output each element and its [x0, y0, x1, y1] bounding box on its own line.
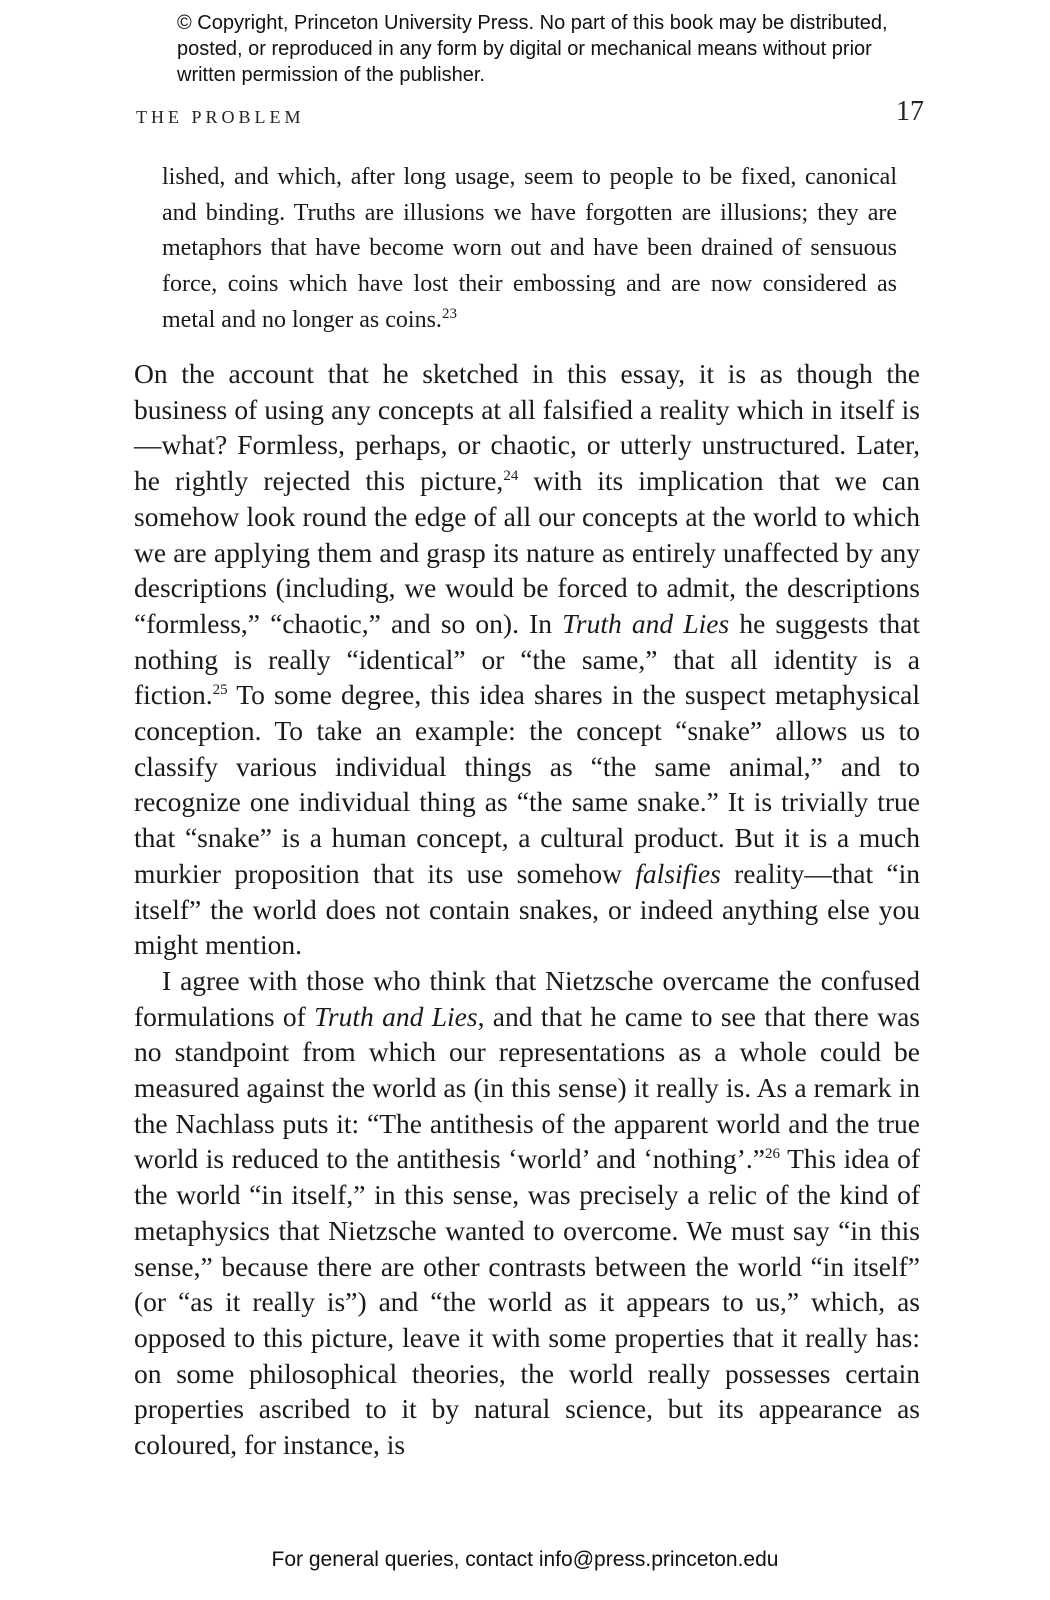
- paragraph-1-text: with its implication that we can somehow look round the edge of all our concepts at the world to which we are applying them and grasp its nature as entirely unaffected by any descriptions (including, we would be forced to admit, the descriptions “formless,” “chaotic,” and so on). In: [134, 465, 920, 639]
- block-quote: [162, 160, 897, 339]
- paragraph-1-text: reality—that “in itself” the world does not contain snakes, or indeed anything else you might mention.: [134, 857, 920, 961]
- footnote-ref-23[interactable]: 23: [441, 305, 457, 322]
- paragraph-2: [134, 963, 920, 1463]
- book-title-truth-and-lies: Truth and Lies: [314, 1000, 478, 1032]
- page-number: 17: [896, 96, 924, 127]
- paragraph-1-text: On the account that he sketched in this essay, it is as though the business of using any concepts at all falsified a reality which in itself is—what? Formless, perhaps, or chaotic, or utterly unstructured. Later, he rightly rejected this picture,: [134, 358, 920, 497]
- block-quote-text: lished, and which, after long usage, seem to people to be fixed, canonical and binding. Truths are illusions we have forgotten are illusions; they are metaphors that have become worn out and have been drained of sensuous force, coins which have lost their embossing and are now considered as metal and no longer as coins.: [162, 164, 897, 333]
- paragraph-1: [134, 356, 920, 963]
- paragraph-2-text: I agree with those who think that Nietzsche overcame the confused formulations of: [134, 964, 920, 1032]
- running-head: THE PROBLEM: [136, 107, 305, 127]
- body-text: [134, 356, 920, 1463]
- footer-contact: For general queries, contact info@press.princeton.edu: [271, 1548, 779, 1571]
- footnote-ref-25[interactable]: 25: [212, 682, 228, 699]
- footnote-ref-24[interactable]: 24: [503, 467, 519, 484]
- emphasis-falsifies: falsifies: [635, 857, 721, 889]
- paragraph-1-text: he suggests that nothing is really “identical” or “the same,” that all identity is a fiction.: [134, 607, 921, 711]
- book-title-truth-and-lies: Truth and Lies: [562, 607, 730, 639]
- paragraph-2-text: This idea of the world “in itself,” in this sense, was precisely a relic of the kind of metaphysics that Nietzsche wanted to overcome. We must say “in this sense,” because there are other contrasts between the world “in itself” (or “as it really is”) and “the world as it appears to us,” which, as opposed to this picture, leave it with some properties that it really has: on some philosophical theories, the world really possesses certain properties ascribed to it by natural science, but its appearance as coloured, for instance, is: [134, 1143, 920, 1461]
- paragraph-2-text: , and that he came to see that there was no standpoint from which our representations as a whole could be measured against the world as (in this sense) it really is. As a remark in the Nachlass puts it: “The antithesis of the apparent world and the true world is reduced to the antithesis ‘world’ and ‘nothing’.”: [134, 1000, 920, 1175]
- footnote-ref-26[interactable]: 26: [765, 1146, 780, 1163]
- paragraph-1-text: To some degree, this idea shares in the suspect metaphysical conception. To take an example: the concept “snake” allows us to classify various individual things as “the same animal,” and to recognize one individual thing as “the same snake.” It is trivially true that “snake” is a human concept, a cultural product. But it is a much murkier proposition that its use somehow: [134, 679, 920, 889]
- copyright-notice: © Copyright, Princeton University Press. No part of this book may be distributed, posted, or reproduced in any form by digital or mechanical means without prior written permission of the publisher.: [177, 12, 888, 86]
